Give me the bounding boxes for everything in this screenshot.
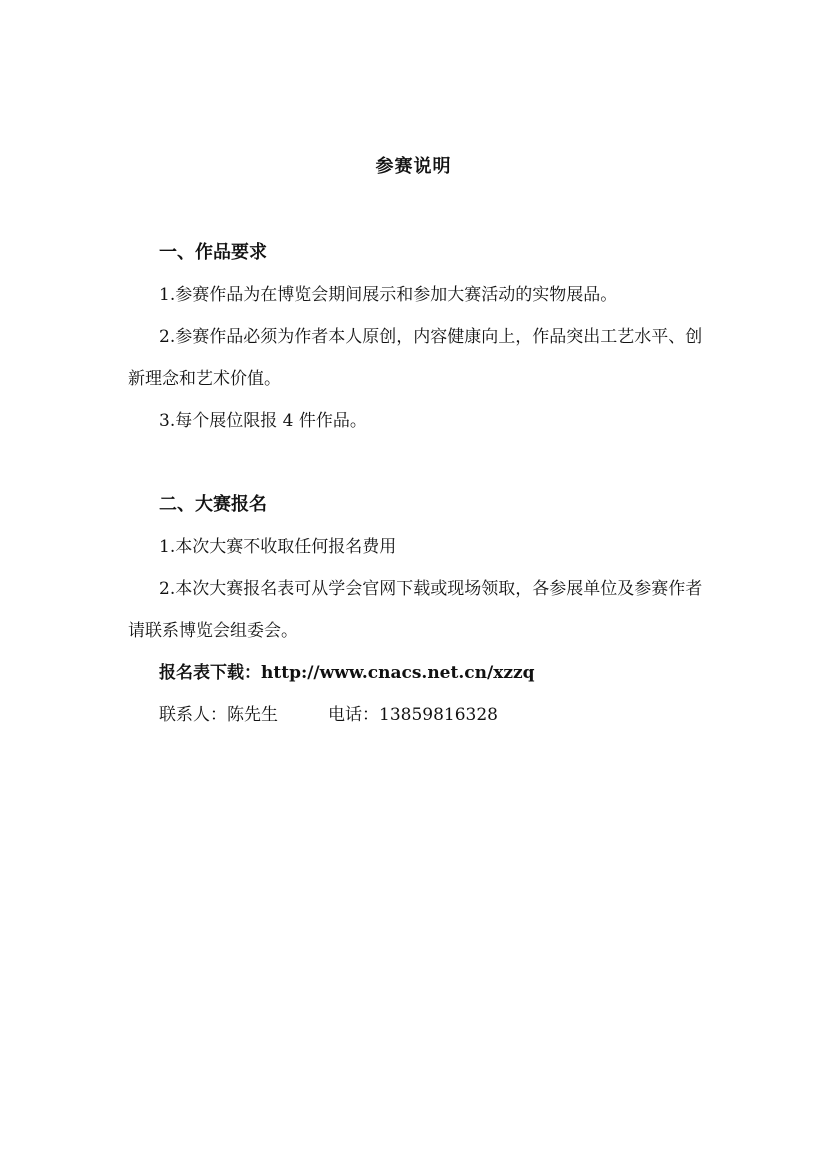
download-label: 报名表下载：	[159, 663, 261, 683]
contact-person: 联系人：陈先生	[159, 705, 278, 725]
registration-item-1: 1.本次大赛不收取任何报名费用	[159, 537, 397, 557]
requirement-item-2: 2.参赛作品必须为作者本人原创，内容健康向上，作品突出工艺水平、创新理念和艺术价值。	[128, 327, 703, 389]
requirement-item-3: 3.每个展位限报 4 件作品。	[159, 411, 367, 431]
download-link[interactable]: http://www.cnacs.net.cn/xzzq	[261, 663, 535, 683]
contact-line	[128, 694, 708, 736]
section-gap	[128, 442, 708, 484]
contact-phone: 电话：13859816328	[328, 705, 498, 725]
registration-item-2: 2.本次大赛报名表可从学会官网下载或现场领取，各参展单位及参赛作者请联系博览会组委会。	[128, 579, 703, 641]
requirement-item-1: 1.参赛作品为在博览会期间展示和参加大赛活动的实物展品。	[159, 285, 618, 305]
page-title: 参赛说明	[375, 156, 452, 177]
section-heading-requirements: 一、作品要求	[159, 242, 267, 263]
download-line	[128, 652, 708, 694]
section-heading-registration: 二、大赛报名	[159, 494, 267, 515]
document-body	[128, 232, 708, 736]
